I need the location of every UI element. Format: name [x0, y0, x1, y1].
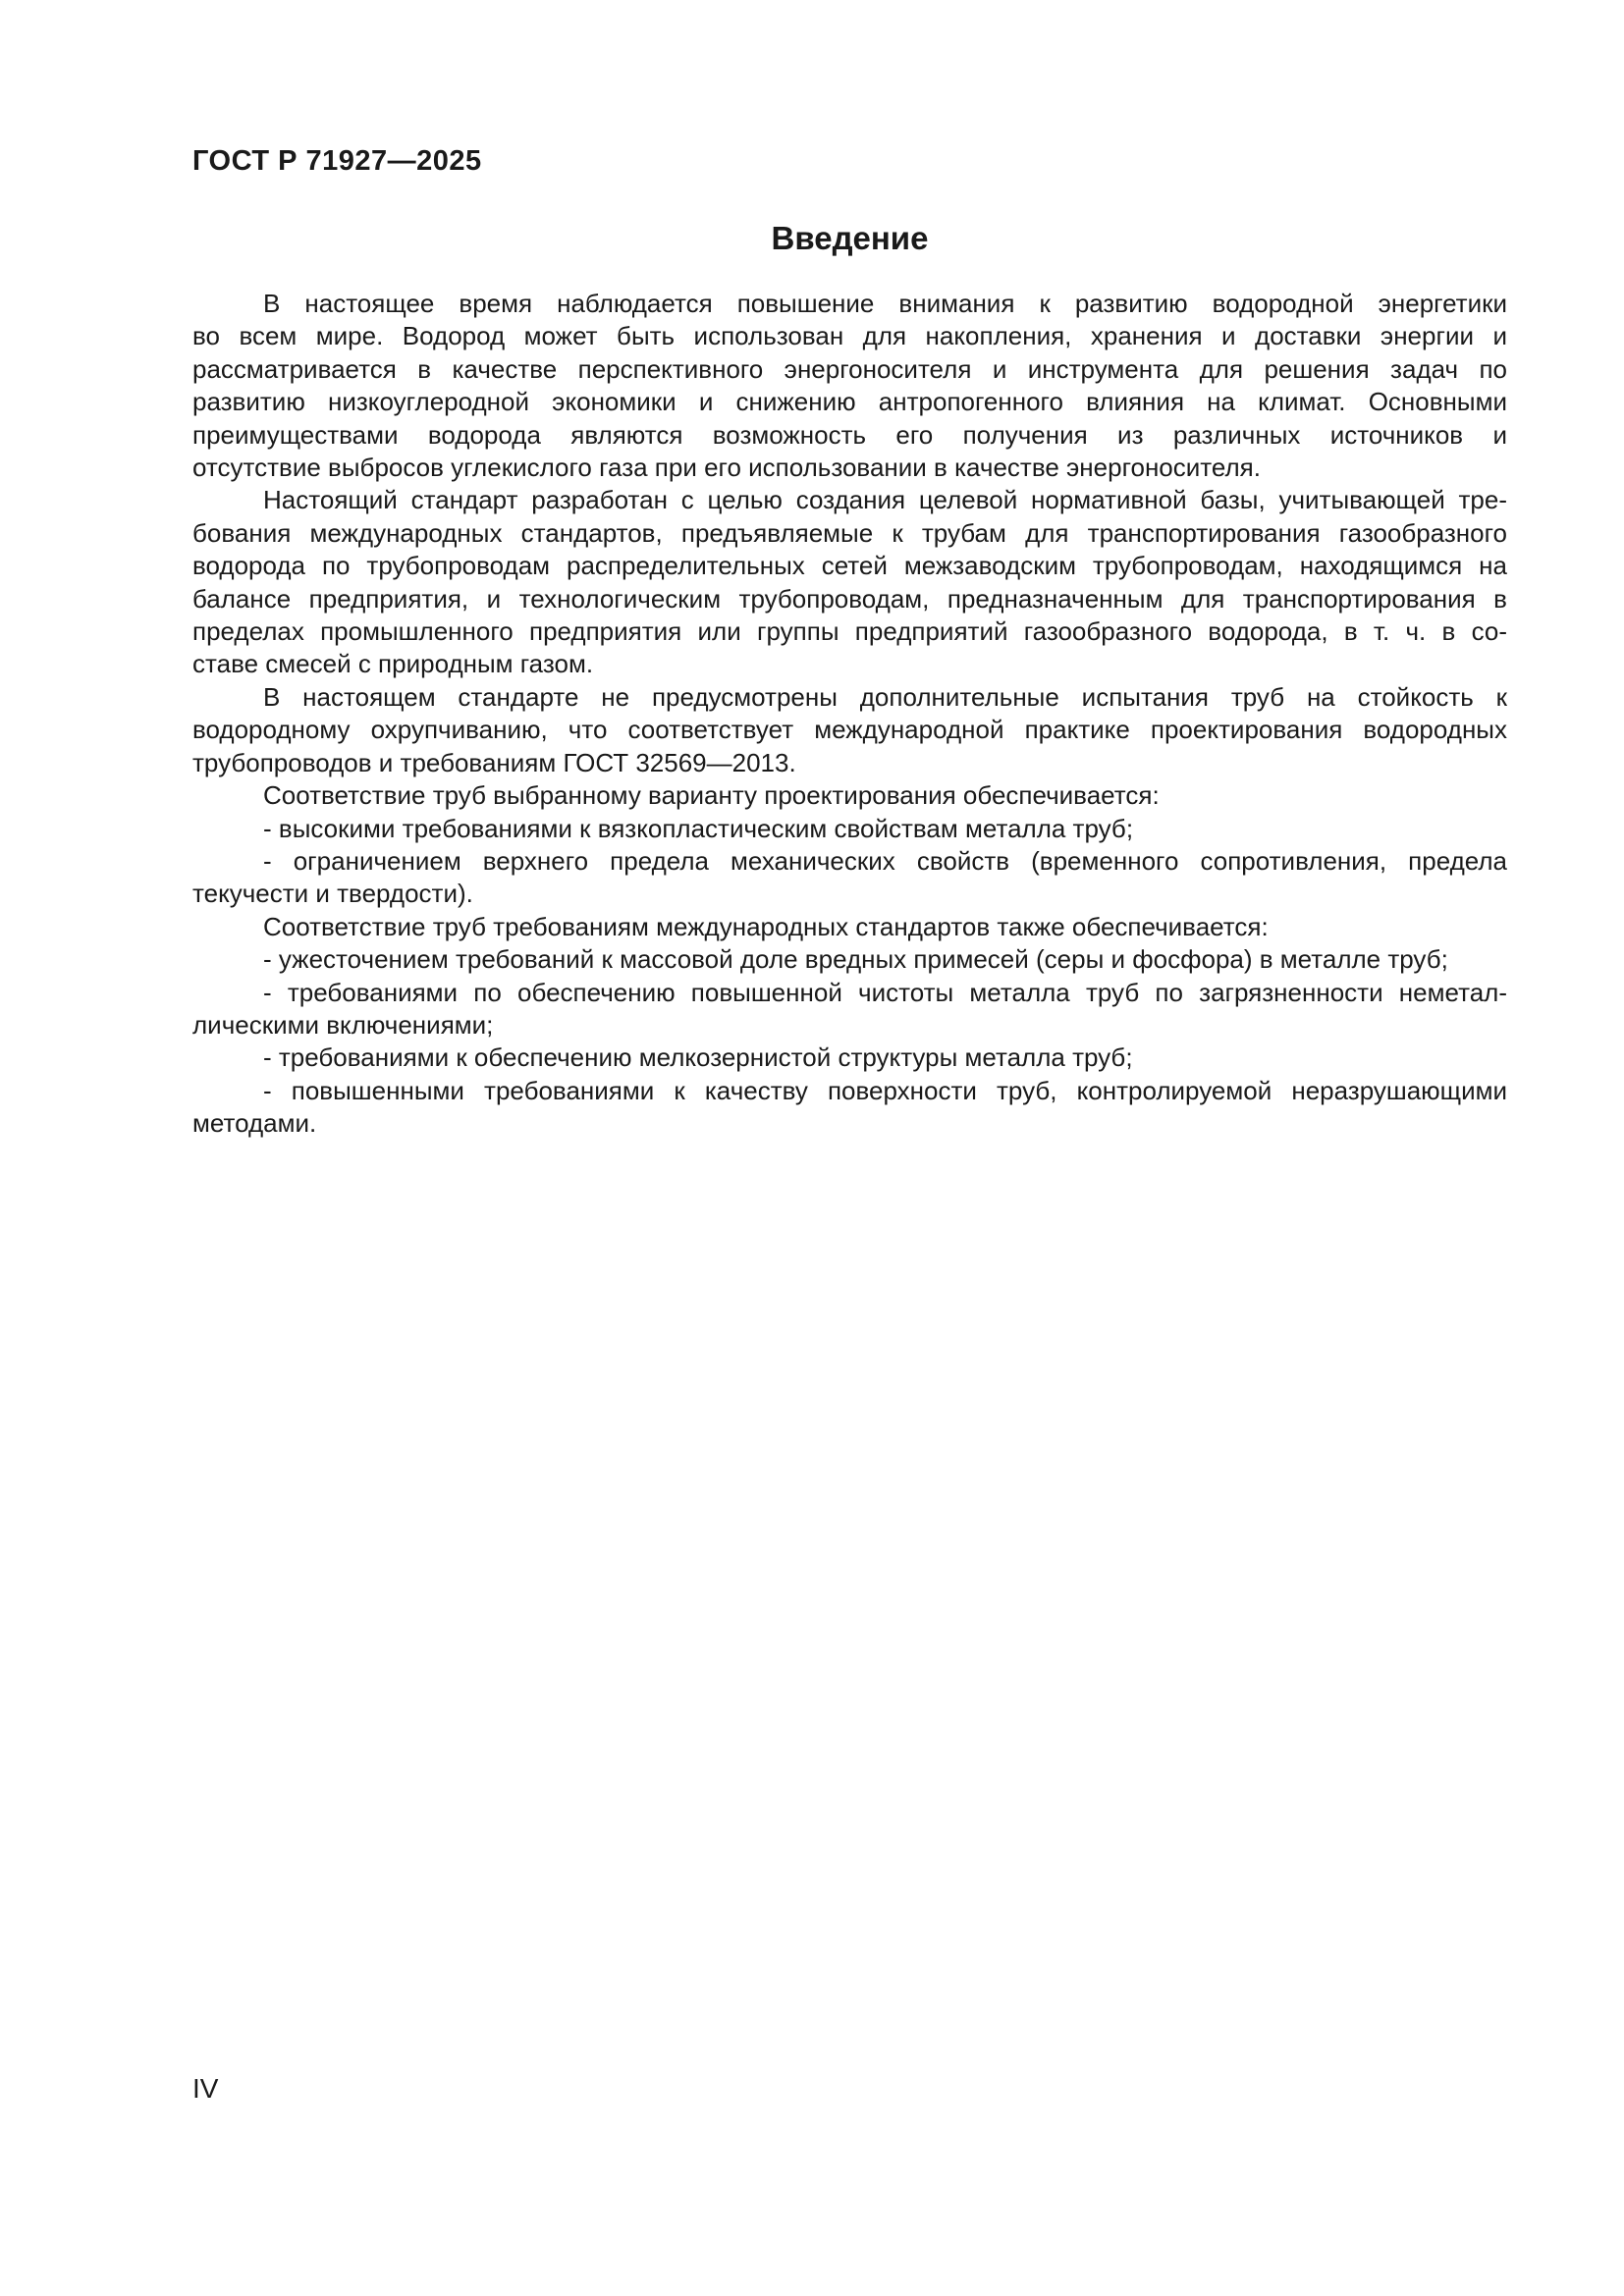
text-line: ставе смесей с природным газом. [192, 649, 594, 679]
standard-designation: ГОСТ Р 71927—2025 [192, 145, 482, 177]
text-line: трубопроводов и требованиям ГОСТ 32569—2013. [192, 747, 796, 777]
text-line: отсутствие выбросов углекислого газа при его использовании в качестве энергоносителя. [192, 453, 1261, 483]
text-line: лическими включениями; [192, 1009, 494, 1040]
text-line: - ограничением верхнего предела механических свойств (временного сопротивления, предела [263, 845, 1507, 876]
section-title: Введение [771, 220, 929, 256]
text-line: Соответствие труб требованиям международных стандартов также обеспечивается: [263, 911, 1269, 941]
text-line: балансе предприятия, и технологическим трубопроводам, предназначенным для транспортирования в [192, 583, 1507, 614]
text-line: бования международных стандартов, предъявляемые к трубам для транспортирования газообразного [192, 517, 1507, 548]
text-line: В настоящее время наблюдается повышение внимания к развитию водородной энергетики [263, 289, 1507, 318]
text-line: - требованиями по обеспечению повышенной чистоты металла труб по загрязненности неметал- [263, 977, 1507, 1007]
text-line: Соответствие труб выбранному варианту проектирования обеспечивается: [263, 780, 1160, 811]
text-line: во всем мире. Водород может быть использован для накопления, хранения и доставки энергии и [192, 321, 1507, 351]
text-line: - высокими требованиями к вязкопластическим свойствам металла труб; [263, 813, 1134, 843]
text-line: методами. [192, 1108, 317, 1139]
text-line: пределах промышленного предприятия или группы предприятий газообразного водорода, в т. ч. в со- [192, 616, 1507, 647]
page-number: IV [192, 2073, 219, 2104]
text-line: В настоящем стандарте не предусмотрены дополнительные испытания труб на стойкость к [263, 681, 1507, 712]
text-line: Настоящий стандарт разработан с целью создания целевой нормативной базы, учитывающей тре- [263, 485, 1507, 515]
text-line: развитию низкоуглеродной экономики и снижению антропогенного влияния на климат. Основными [192, 387, 1507, 417]
text-line: водородному охрупчиванию, что соответствует международной практике проектирования водородных [192, 715, 1507, 745]
text-line: рассматривается в качестве перспективного энергоносителя и инструмента для решения задач по [192, 353, 1507, 384]
text-line: - повышенными требованиями к качеству поверхности труб, контролируемой неразрушающими [263, 1075, 1507, 1105]
text-line: - требованиями к обеспечению мелкозернистой структуры металла труб; [263, 1042, 1133, 1073]
introduction-text [192, 288, 1507, 1141]
text-line: текучести и твердости). [192, 879, 473, 909]
text-line: водорода по трубопроводам распределительных сетей межзаводским трубопроводам, находящимся на [192, 551, 1507, 581]
text-line: - ужесточением требований к массовой доле вредных примесей (серы и фосфора) в металле труб; [263, 944, 1448, 975]
text-line: преимуществами водорода являются возможность его получения из различных источников и [192, 419, 1507, 450]
